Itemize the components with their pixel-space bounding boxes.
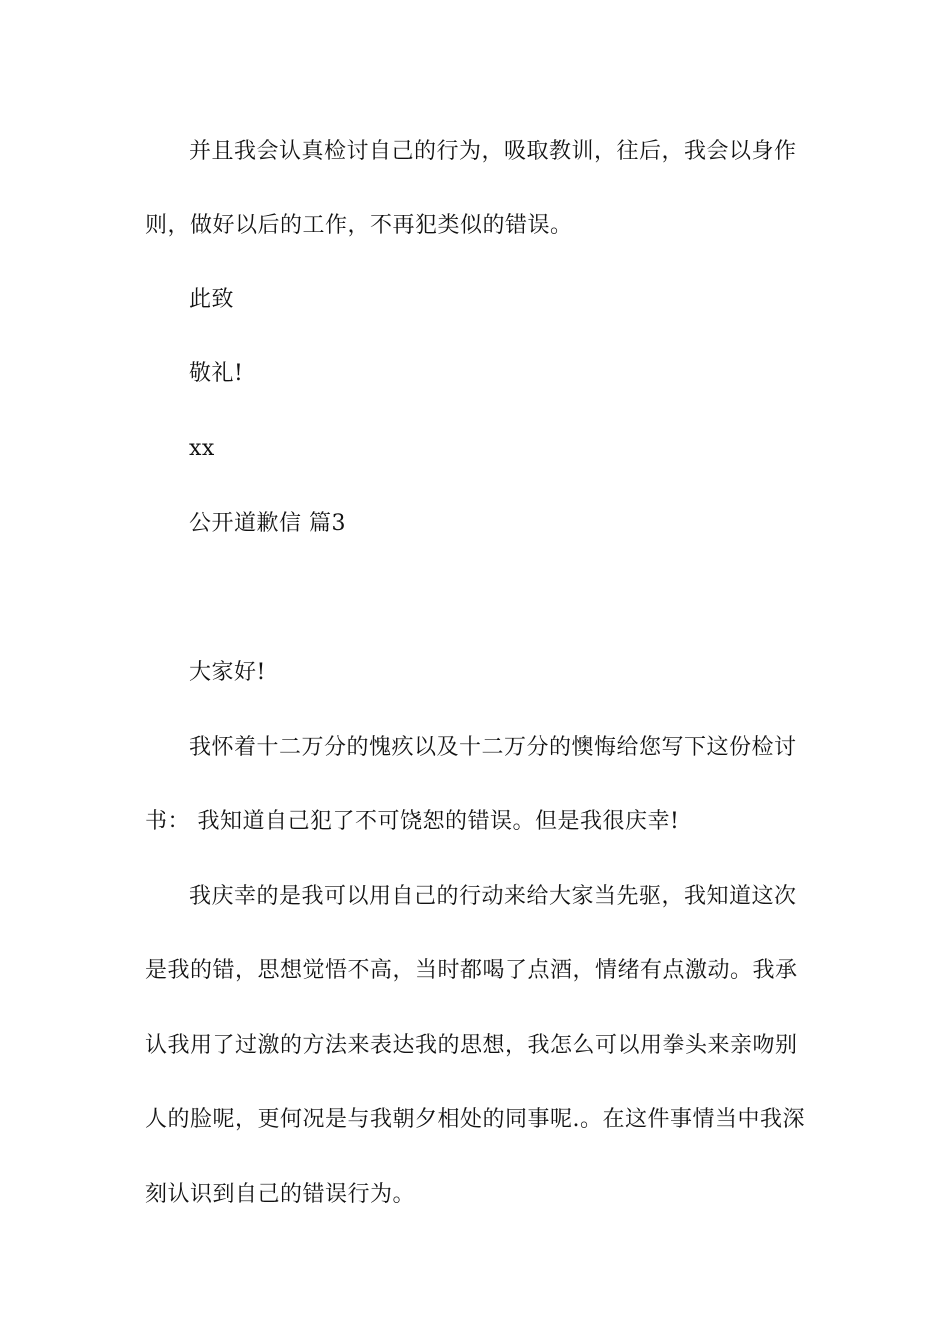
paragraph-line: 人的脸呢，更何况是与我朝夕相处的同事呢.。在这件事情当中我深 — [145, 1107, 805, 1132]
section-title: 公开道歉信 篇3 — [189, 511, 346, 536]
paragraph-line: 是我的错，思想觉悟不高，当时都喝了点酒，情绪有点激动。我承 — [145, 958, 798, 983]
paragraph-line: 书： 我知道自己犯了不可饶恕的错误。但是我很庆幸! — [145, 809, 680, 834]
paragraph-line: 刻认识到自己的错误行为。 — [145, 1182, 416, 1207]
closing-salutation: 此致 — [189, 287, 235, 312]
closing-regards: 敬礼! — [189, 361, 244, 386]
paragraph-line: 我庆幸的是我可以用自己的行动来给大家当先驱，我知道这次 — [189, 884, 797, 909]
greeting: 大家好! — [189, 660, 266, 685]
paragraph-line: 认我用了过激的方法来表达我的思想，我怎么可以用拳头来亲吻别 — [145, 1033, 798, 1058]
paragraph-line: 我怀着十二万分的愧疚以及十二万分的懊悔给您写下这份检讨 — [189, 735, 797, 760]
paragraph-line: 则，做好以后的工作，不再犯类似的错误。 — [145, 213, 573, 238]
signature: xx — [189, 436, 215, 461]
paragraph-line: 并且我会认真检讨自己的行为，吸取教训，往后，我会以身作 — [189, 139, 797, 164]
